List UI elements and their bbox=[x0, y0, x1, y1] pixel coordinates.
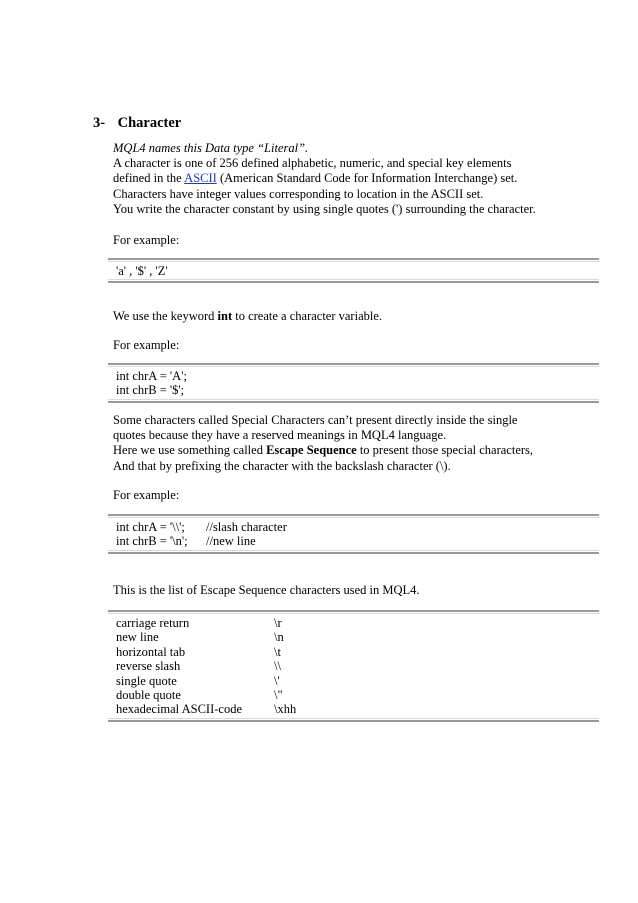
special-line-3 bbox=[113, 443, 533, 458]
code-row bbox=[116, 534, 591, 548]
section-title: Character bbox=[117, 115, 182, 131]
escape-row bbox=[116, 659, 591, 673]
escape-list bbox=[108, 612, 599, 720]
intro-line-1: A character is one of 256 defined alphabetic, numeric, and special key elements bbox=[113, 156, 512, 171]
escape-sequence: \r bbox=[274, 616, 282, 630]
escape-sequence: \\ bbox=[274, 659, 281, 674]
keyword-paragraph bbox=[113, 309, 382, 324]
list-intro: This is the list of Escape Sequence characters used in MQL4. bbox=[113, 583, 420, 597]
keyword-post: to create a character variable. bbox=[232, 309, 383, 323]
keyword-int: int bbox=[217, 309, 233, 323]
escape-row bbox=[116, 674, 591, 688]
intro-line-2-post: (American Standard Code for Information Interchange) set. bbox=[216, 171, 518, 186]
escape-name: double quote bbox=[116, 688, 181, 703]
code-statement: int chrB = '\n'; bbox=[116, 534, 188, 549]
escape-name: carriage return bbox=[116, 616, 190, 630]
escape-name: reverse slash bbox=[116, 659, 181, 674]
special-paragraph bbox=[113, 413, 533, 474]
code-statement: int chrA = '\\'; bbox=[116, 520, 185, 534]
intro-line-2-pre: defined in the bbox=[113, 171, 185, 186]
code-row bbox=[116, 520, 591, 534]
example-label-1: For example: bbox=[113, 233, 180, 247]
special-line-3-post: to present those special characters, bbox=[356, 443, 534, 458]
special-line-2: quotes because they have a reserved meanings in MQL4 language. bbox=[113, 428, 447, 443]
special-line-1: Some characters called Special Characters can’t present directly inside the single bbox=[113, 413, 518, 427]
escape-sequence: \" bbox=[274, 688, 283, 703]
intro-line-3: Characters have integer values corresponding to location in the ASCII set. bbox=[113, 186, 484, 201]
ascii-link[interactable]: ASCII bbox=[184, 171, 217, 186]
escape-sequence: \t bbox=[274, 644, 281, 659]
section-heading bbox=[93, 115, 181, 132]
escape-row bbox=[116, 616, 591, 630]
code-line: 'a' , '$' , 'Z' bbox=[116, 264, 168, 278]
escape-sequence: \' bbox=[274, 673, 280, 688]
code-box-literals bbox=[108, 258, 599, 283]
special-line-3-pre: Here we use something called bbox=[113, 443, 267, 458]
code-box-variables bbox=[108, 363, 599, 403]
escape-sequence-term: Escape Sequence bbox=[266, 443, 357, 458]
escape-name: single quote bbox=[116, 673, 177, 688]
escape-name: horizontal tab bbox=[116, 644, 186, 659]
code-comment: //slash character bbox=[206, 520, 287, 534]
intro-line-2 bbox=[113, 171, 536, 186]
intro-line-4: You write the character constant by using single quotes (') surrounding the character. bbox=[113, 201, 536, 216]
escape-sequence: \n bbox=[274, 630, 284, 645]
example-label-2: For example: bbox=[113, 338, 180, 352]
escape-sequence: \xhh bbox=[274, 702, 297, 717]
code-line: int chrB = '$'; bbox=[116, 383, 185, 398]
code-box-escapes bbox=[108, 514, 599, 554]
keyword-pre: We use the keyword bbox=[113, 309, 218, 323]
escape-name: new line bbox=[116, 630, 159, 645]
escape-row bbox=[116, 645, 591, 659]
escape-row bbox=[116, 630, 591, 644]
section-number: 3- bbox=[93, 115, 106, 131]
code-comment: //new line bbox=[206, 534, 256, 549]
escape-name: hexadecimal ASCII-code bbox=[116, 702, 242, 717]
escape-row bbox=[116, 688, 591, 702]
code-line: int chrA = 'A'; bbox=[116, 369, 187, 383]
intro-paragraph bbox=[113, 141, 536, 217]
intro-italic-line: MQL4 names this Data type “Literal”. bbox=[113, 141, 309, 155]
example-label-3: For example: bbox=[113, 488, 180, 502]
special-line-4: And that by prefixing the character with the backslash character (\). bbox=[113, 458, 451, 473]
escape-table bbox=[108, 610, 599, 722]
escape-row bbox=[116, 702, 591, 716]
